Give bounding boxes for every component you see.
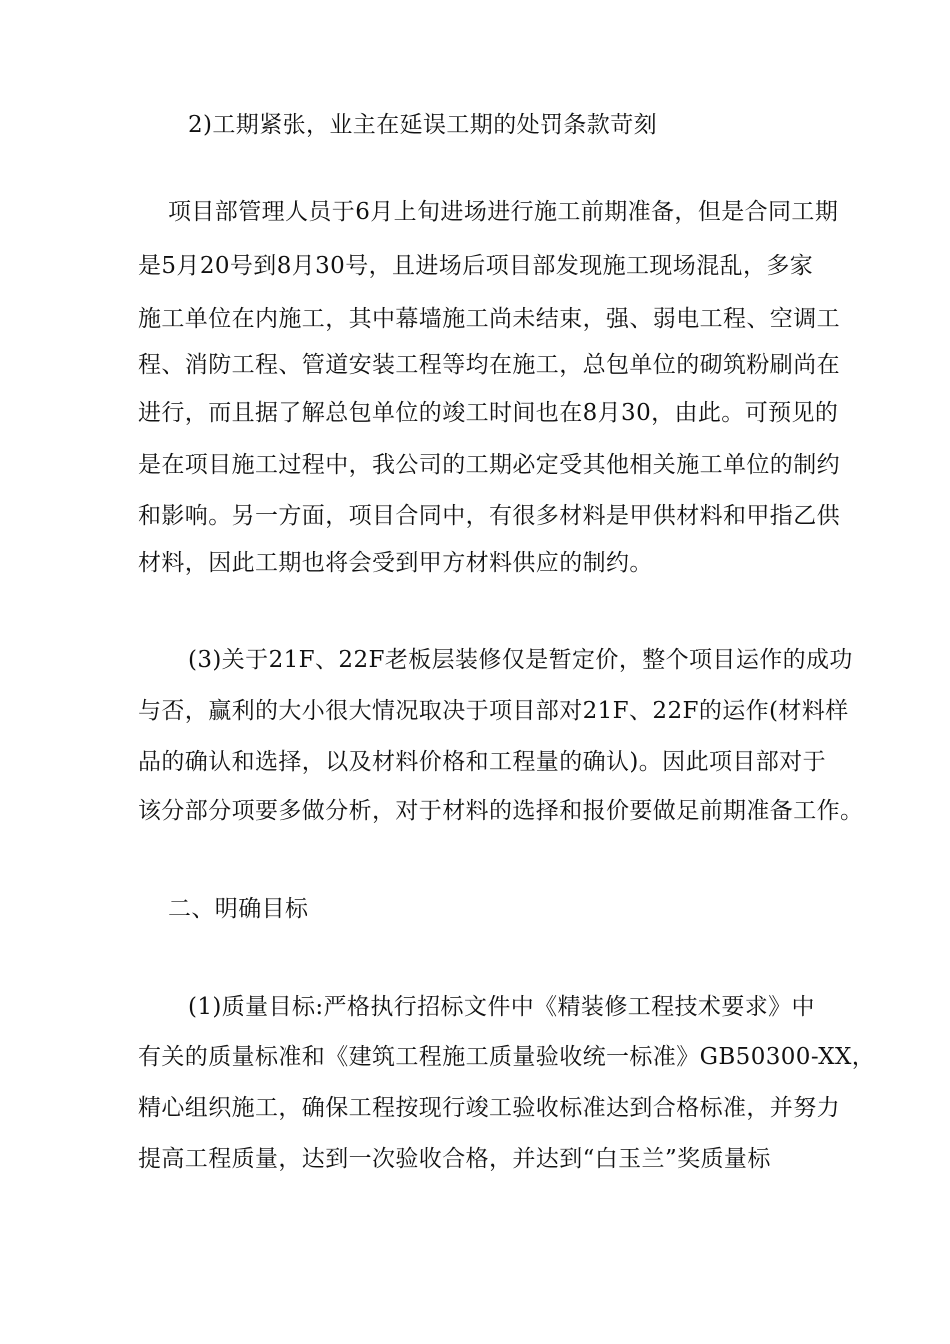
paragraph-line: 品的确认和选择，以及材料价格和工程量的确认)。因此项目部对于 xyxy=(138,749,826,775)
paragraph-line: 是在项目施工过程中，我公司的工期必定受其他相关施工单位的制约 xyxy=(138,452,840,478)
paragraph-line: 施工单位在内施工，其中幕墙施工尚未结束，强、弱电工程、空调工 xyxy=(138,306,840,332)
paragraph-line: 有关的质量标准和《建筑工程施工质量验收统一标准》GB50300-XX， xyxy=(138,1044,876,1070)
paragraph-line: 程、消防工程、管道安装工程等均在施工，总包单位的砌筑粉刷尚在 xyxy=(138,352,840,378)
paragraph-line: (3)关于21F、22F老板层装修仅是暂定价，整个项目运作的成功 xyxy=(188,647,853,673)
paragraph-line: 项目部管理人员于6月上旬进场进行施工前期准备，但是合同工期 xyxy=(168,199,839,225)
paragraph-line: 进行，而且据了解总包单位的竣工时间也在8月30，由此。可预见的 xyxy=(138,400,839,426)
paragraph-line: 提高工程质量，达到一次验收合格，并达到“白玉兰”奖质量标 xyxy=(138,1146,771,1172)
paragraph-line: 精心组织施工，确保工程按现行竣工验收标准达到合格标准，并努力 xyxy=(138,1095,840,1121)
subheading-schedule-tight: 2)工期紧张，业主在延误工期的处罚条款苛刻 xyxy=(188,112,658,138)
paragraph-line: 是5月20号到8月30号，且进场后项目部发现施工现场混乱，多家 xyxy=(138,253,814,279)
paragraph-line: 和影响。另一方面，项目合同中，有很多材料是甲供材料和甲指乙供 xyxy=(138,503,840,529)
section-heading-goals: 二、明确目标 xyxy=(168,896,309,922)
paragraph-line: 材料，因此工期也将会受到甲方材料供应的制约。 xyxy=(138,550,653,576)
paragraph-line: 与否，赢利的大小很大情况取决于项目部对21F、22F的运作(材料样 xyxy=(138,698,849,724)
paragraph-line: 该分部分项要多做分析，对于材料的选择和报价要做足前期准备工作。 xyxy=(138,798,864,824)
paragraph-line: (1)质量目标:严格执行招标文件中《精装修工程技术要求》中 xyxy=(188,994,815,1020)
